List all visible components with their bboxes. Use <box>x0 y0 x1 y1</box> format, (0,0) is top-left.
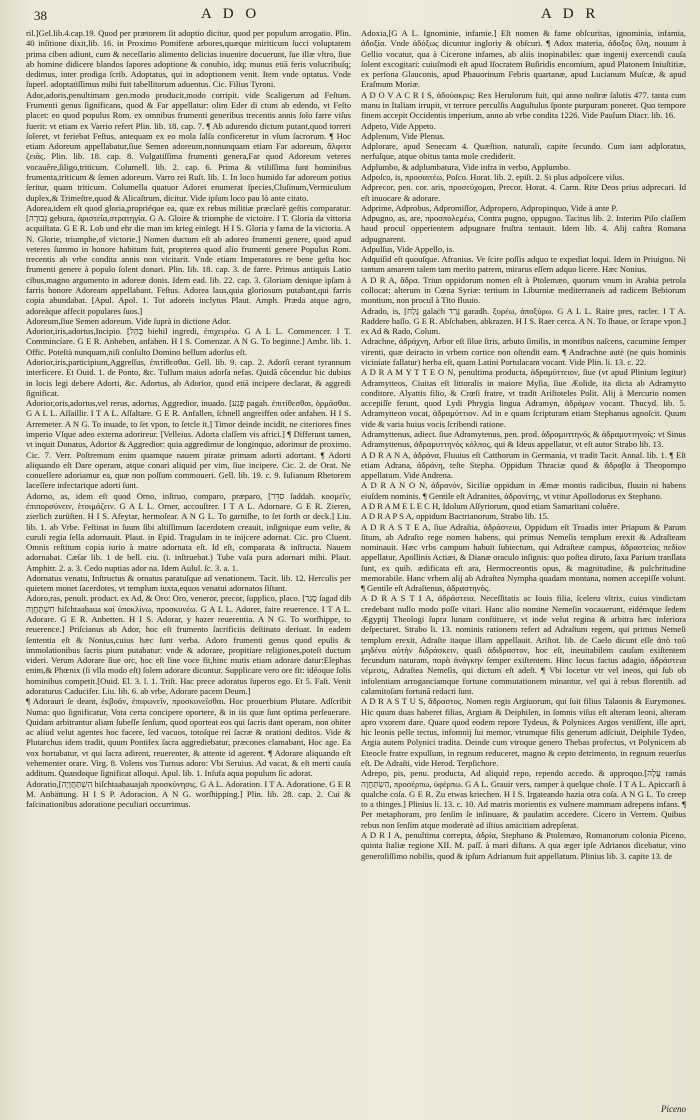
dictionary-entry: Adpugno, as, are, προσπολεμέω, Contra pugno, oppugno. Tacitus lib. 2. Interim Piſo claſſem haud procul opperientem adpugnare fruſtra tentauit. Idem lib. 4. Alij caſtra Romana adpugnarent. <box>361 213 686 244</box>
dictionary-entry: A D R A, ἄδρα. Triun oppidorum nomen eſt à Ptolemæo, quorum vnum in Arabia petrola collocat: alterum in Cœna Syriæ: tertium in Liburniæ mediterraneis ad radicem Bebiorum montium, non procul à Tito fluuio. <box>361 274 686 306</box>
dictionary-entry: A D R A S T E A, ſiue Adraſtia, ἀδράστεια, Oppidum eſt Troadis inter Priapum & Parum ſitum, ab Adraſto rege nomen habens, qui primus Nemeſis templum erexit & Adraſteam nominauit. Hæc vrbs campum habuit ſubiectum, qui Adraſteæ campus, ἀδραστείας πεδίον appellatur, Apollinis Actiæi, & Dianæ oraculo inſignis: quo poſtea diruto, ſaxa Parium tranſlata ſunt, ex quib. ædificata eſt ara, Hermocreontis opus, & magnitudine, & pulchritudine memorabile. Hanc vrbem alij ab Adraſtea Nympha quadam montana, nomen accepiſſe volunt. ¶ Gentile eſt Adraſtenus, ἀδραστηνός. <box>361 521 686 594</box>
dictionary-entry: Adorior,iris,participium,Aggreſſus, ἐπιτίθεσθαι. Gell. lib. 9. cap. 2. Adorſi cerant tyrannum interficere. Et Ouid. 1. de Ponto, &c. Tullum maius adorſa nefas. Quidā cõcenduc hic dubius in locis legi debere Adorti, &c. Adortus, ab Adorior, quod etiā incipere declarat, & aggredi ſignificat. <box>26 357 351 398</box>
dictionary-entry: A D R I A, penultima correpta, ἀδρία, Stephano & Ptolemæo, Romanorum colonia Piceno, quinta Italiæ regione XII. M. paſſ. à mari diſtans. A qua æger ipſe Adrianos dicebatur, vino generoſiſſimo nobilis, quod & ipſum Adrianum fuit appellatum. Plinius lib. 3. capite 13. de <box>361 829 686 861</box>
dictionary-entry: Adoro,ras, penult. product. ex Ad, & Oro: Oro, veneror, precor, ſupplico, placo. [סָגַד ſagad dib חִשְׁתַּחֲוָה hiſchtaaḥaua καὶ ὑποκλίνω, προσκυνέω. G A L L. Adorer, faire reuerence. I T A L. Adorare. G E R. Anbetten. H I S. Adorar, y hazer reuerentia. A N G. To worſhippe, to reuerence.] Priſcianus ab Ador, hoc eſt frumento ſacrificiis deſtinato deriuat. In eadem ſententia eſt & Nonius,cuius hæc ſunt verba. Adoro frumenti genus quod epulis & immolationibus ſacris pium putabatur: vnde & adorare, propitiare religiones,poteſt ductum videri. Verum Adorare ſiue orc, hoc eſt ſine voce fit,hinc mutis etiam adorare datur:Elephas enim,& Phœnix (ſi vlla modo eſt) ſolem adorare dicuntur. Supplicare vero ore fit: idéoque ſolis hominibus competit.[Ouid. El. 3. l. 1. Triſt. Hac prece adoratus ſuperos ego. Et 5. Faſt. Venit adoraturus Caducifer. Liu. lib. 6. ab vrbe, Adorare pacem Deum.] <box>26 593 351 696</box>
dictionary-entry: Adornatus venatu, Inſtructus & ornatus paratuſque ad venationem. Tacit. lib. 12. Herculis per quietem monet ſacerdotes, vt templum iuxta,equos venatui adornatos ſiſtant. <box>26 572 351 594</box>
dictionary-entry: Adpeto, Vide Appeto. <box>361 120 436 131</box>
dictionary-entry: Adoratio,[הִשְׁתַּחֲוָיָה hiſchtaaḥauajah προσκύνησις. G A L. Adoration. I T A. Adoratione. G E R M. Anbättung. H I S P. Adoracion. A N G. worſhipping.] Plin. lib. 28. cap. 2. Cui & faſcinationibus adoratione peculiari occurrimus. <box>26 778 351 810</box>
dictionary-entry: Adplenum, Vide Plenus. <box>361 130 445 141</box>
running-head-right: A D R <box>541 6 600 22</box>
dictionary-entry: A D R A N O N, ἀδρανόν, Siciliæ oppidum in Æmæ montis radicibus, fluuin ni habens eiuſdem nominis. ¶ Gentile eſt Adranites, ἀδρανίτης, vt vtitur Apollodorus ex Stephano. <box>361 480 686 501</box>
dictionary-entry: Adprime, Adprobus, Adpromiſſor, Adpropero, Adpropinquo, Vide à ante P. <box>361 202 618 213</box>
dictionary-entry: Adprecor, pen. cor. aris, προσεύχομαι, Precor. Horat. 4. Carm. Rite Deos prius adprecari. Id eſt inuocare & adorare. <box>361 182 686 203</box>
page-number: 38 <box>34 8 47 23</box>
running-head <box>26 6 686 28</box>
dictionary-entry: Adquiſid eſt quouſque. Afranius. Ve ſcire poſſis adquo te expediat loqui. Idem in Priuigno. Ni tantum amarem talem tam merito patrem, mirarus eſſem adquo licere. Hæc Nonius. <box>361 254 686 275</box>
dictionary-entry: Adorea,idem eſt quod gloria,propriéque ea, quæ ex rebus militiæ præclarè geſtis comparatur. [גְּבוּרָה gebura, ἀριστεῖα,στρατηγία. G A. Gloire & triomphe de victoire. I T. Gloria da vittoria acquiſtata. G E R. Lob und ehr die man im krieg einlegt. H I S. Gloria y fama de la victoria. A N. Glorie, triumphe,of victorie.] Nomen ductum eſt ab adoreo frumenti genere, quod apud veteres ſummo in honore habitum fuit, propterea quod alio frumenti genere Populus Rom. trecentis ab vrbe condita annis non vicitarit. Vnde etiam Imperatores re bene geſta hoc frumenti genere à populo ſolent donari. Plin. lib. 18. cap. 3. de farre. Primus antiquis Latio cibus,magno argumento in adoreæ donis. Idem ead. lib. 22. cap. 3. Gloriam denique ipſam à farris honore Adoream appellabant. Feſtus. Adorea laus,quia gloriosum putabant,qui farris copia abundabat. [Apul. Apol. 1. Tot adoreis inclytus Plaut. Amph. Præda atque agro, adoreàque affecit populares ſuos.] <box>26 202 351 316</box>
right-column <box>361 28 686 1112</box>
dictionary-entry: Adrachne, ἀδράχνη, Arbor eſt ſilue ſtris, arbuto ſimilis, in montibus naſcens, cacumine ſemper virenti, quæ deiracto in vrbem cortice non oſtendit eam. ¶ Andrachne autè (ne quis hominis viciniate fallatur) herba eſt, quam Latini Portulacam vocant. Vide Plin. li. 13. c. 22. <box>361 336 686 367</box>
catchword: Piceno <box>661 1104 686 1114</box>
dictionary-entry: Adrado, is, [גָּלַח galaċh גָּרַד garadh. ξυρέω, ἀποξύρω. G A L L. Raire pres, racler. I T A. Raddere baſſo. G E R. Abſchaben, abkrazen. H I S. Raer cerca. A N. To ſhaue, or ſcrape vpon.] ex Ad & Rado, Colum. <box>361 305 686 337</box>
dictionary-entry: Adplorare, apud Senecam 4. Quæſtion. naturali, capite ſecundo. Cum iam adploratus, nerfuſque, atque obitus tanta mole crediderit. <box>361 141 686 162</box>
running-head-left: A D O <box>201 6 261 22</box>
dictionary-entry: Adramyttenus, adiect. ſiue Adramytenus, pen. prod. ἀδραμυττηνός & ἀδραμυττηνοῖς: vt Sinus Adramyttenus, ἀδραμυττηνὸς κόλπος, qui & Ideus appellatur, vt eſt autor Strabo lib. 13. <box>361 428 686 450</box>
left-column <box>26 28 351 1112</box>
text-columns <box>26 28 686 1112</box>
dictionary-entry: ¶ Adorauri ſe deant, ἐκβοᾶν, ἐπιφωνεῖν, προσκυνεῖσθαι. Hoc prouerbium Plutare. Adſcribit Numa: quo ſignificatur, Vota certa concipere oportere, & in iis quæ ſunt optima perſeuerare. Quidam arbitrantur aliam ſubeſſe ſenſum, quod oporteat eos qui ſacris dant operam, non obiter ac aliud velut agentes hoc facere, ſed vacuos, totoſque rei ſacræ & orationi deditos. Vide & Plutarchus idem tradit, quum Pontifex ſacra aggrediebatur, præcones clamabant, Hoc age. Ea vox hortabatur, vt qui ſacra adirent, reuerenter, & attente id agerent. ¶ Adorare aliquando eſt vehementer orare. Virg. 8. Volens vos Turnus adoro: Vbi Seruius. Ad vacat, & eſt merti cauſa additum. Quandoque ſignificat alloqui. Apul. lib. 1. Inſufa aqua populum ſic adorat. <box>26 696 351 779</box>
dictionary-entry: A D O V A C R I S, ἀδούακρις: Rex Herulorum fuit, qui anno noſtræ ſalutis 477. tanta cum manu in Italiam irrupit, vt terrore perculſis Auguſtulus ſponte purpuram poneret. Quo tempore finem accepit Occidentis imperium, anno ab vrbe condita 1226. Vide Paulum Diacr. lib. 16. <box>361 89 686 121</box>
dictionary-entry: A D R A N A, ἀδράνα, Fluuius eſt Catthorum in Germania, vt tradit Tacit. Annal. lib. 1. ¶ Eſt etiam Adrana, ἀδράνη, teſte Stepha. Oppidum Thraciæ quod & ἄδραβα à Theopompo appellatum. Vide Andrena. <box>361 449 686 481</box>
dictionary-entry: Adplumbo, & adplumbatura, Vide infra in verbo, Applumbo. <box>361 161 571 172</box>
dictionary-entry: A D R A S T U S, ἄδραστος. Nomen regis Argiuorum, qui ſuit filius Talaonis & Eurymones. Hic quum duas haberet filias, Argiam & Deiphilen, in ſomnis viſus eſt alteram leoni, alteram apro vxorem dare. Quare quod eodem repore Tydeus, & Polynices Argos veniſſent, ille apri, hic leonis pelle tectus, infomnij ſui memor, vtrumque filis generum adſciuit, Deiphile Tydeo, Argia autem Polynici tradita. Deinde cum vtroque genero Thebas profectus, vt Polynicem ab Eteocle fratre expulſum, in regnum reduceret, magno & cepto detrimento, in regnum reuerſus eſt. De Adraſti, vide Herod. Terpſichore. <box>361 696 686 768</box>
dictionary-entry: Adpulſus, Vide Appello, is. <box>361 243 455 254</box>
dictionary-entry: Ador,adoris,penultimam gen.modo producit,modo corripit. vide Scaligerum ad Feſtum. Frumenti genus ſignificans, quod & Far appellatur: olim Eder di ctum ab edendo, vt Feſto placet: eo quod populus Rom. ex omnibus frumenti generibus trecentis annis ſolo farre viſus fuerit: vt etiam ex Varrio refert Plin. lib. 18. cap. 7. ¶ Ab adurendo dictum putant,quod torreri ſoleret, vt feriebat Feſtus, antequam ex eo mola ſalſa conficeretur in vſum ſacrorum. ¶ Hoc etiam Adoreum appellabatur,ſiue Semen adoreum,nonnunquam etiam Far adoreum, ἄλφιτα ζειᾶς. Plin. lib. 18. cap. 8. Vulgatiſſima frumenti genera,Far quod Adoreum veteres vocauêre,ſiligo,triticum. Columell. lib. 2. cap. 6. Prima & vtiliſſima ſunt hominibus frumenta,triticum & ſemen adoreum. Varro rei Ruſt. lib. 1. In loco humido far adoreum potius ſeritur, quam triticum. Columella quatuor Adorei enumerat ſpecies,Cluſinum,Vermiculum duplex,& Trimeſtre,quod & Alicaſtrum, dicitur. Vide ipſum loco pau lò ante citato. <box>26 89 351 203</box>
dictionary-entry: A D R A M E L E C H, Idolum Aſſyriorum, quod etiam Samaritani coluêre. <box>361 500 620 511</box>
dictionary-entry: A D R A P S A, oppidum Bactrianorum, Strabo lib. 15. <box>361 511 550 522</box>
dictionary-entry: Adoreum,ſiue Semen adoreum. Vide ſuprà in dictione Ador. <box>26 315 232 326</box>
dictionary-entry: A D R A S T I A, ἀδράστεια. Neceſſitatis ac Iouis filia, ſceleru vltrix, cuius vindictam credebant nullo modo poſſe vitari. Hanc alio nomine Nemeſin vocauerunt, eidémque ſedem Ægyptij Theologi ſupra lunam conſtituere, vt inde velut regina & arbitra hæc inferiora deſpectaret. Strabo li. 13. nominis rationem refert ad Adraſtum regem, qui primus Nemeſi templum erexit, Adraſte itaque illam appellauit. Ariſtot. lib. de Caelo dicunt eſſe ἀπὸ τοῦ μηδένα αὐτὴν διδράσκειν, quaſi ἀδιδραστον, hoc eſt, ineuitabilem cauſam exiſtentem fecundum naturam, παρὰ ἀνάγκην ſemper exiſtentem. Hinc locus factus adagio, ἀδράστεια νέμεσις, Adraſtea Nemeſis, qui dictum eſt adeſt. ¶ Vbi locetur vtr vel ineos, qui ſub ob infolentiam arroganciamque fortune commutationem minantur, vel qui à rebus florentib. ad calamitoſam fortunā redacti ſunt. <box>361 593 686 696</box>
dictionary-entry: Adpoſco, is, προσαιτέω, Poſco. Horat. lib. 2. epiſt. 2. Si plus adpoſcere viſus. <box>361 171 625 182</box>
dictionary-entry: Adorior,oris,adortus,vel rerus, adortus, Aggredior, inuado. [פָּגַע pagah. ἐπιτίθεσθαι, ὁρμᾶσθαι. G A L L. Aſſaillir. I T A L. Aſſaltare. G E R. Anfallen, ſchnell angreiffen oder anfahen. H I S. Arremeter. A N G. To inuade, to ſet vpon, to ſetcle it.] Timor deinde incidit, ne citeriores fines imperio Vſque adeo externa adorireur. [Velleius. Adorta claſſem vis africi.] ¶ Differunt tamen, vt inquit Donatus, Adorior & Aggredior: quia aggredimur de longinquo, adorimur de proximo. Cic. 7. Verr. Poſtremum enim quamque nauem piratæ primam adorti adortant. ¶ Adorti aliquando eſt Dare operam, atque conari aliquid per vim, ſiue incipere. Cic. 2. de Orat. Ne conuellere adoriamur ea, quæ non poſſum commoueri. Gell. lib. 19. c. 9. Iulianum Rhetorem laceſſere infectarique adorti ſunt. <box>26 398 351 491</box>
dictionary-entry: ril.]Gel.lib.4.cap.19. Quod per prætorem ſit adoptio dicitur, quod per populum arrogatio. Plin. 40 inſitione dixit,lib. 16. in Proximo Pomiferæ arbores,quæque miriticum ſucci voluptatem prima ciben adiunt, cum & neceſſario alimento delicias inuenire docuerunt, ſue illæ vltro, ſiue ab homine didicere blandos ſapores adoptione & conubio, idq; munus etiā feris volucribuſq; dedimus, inter prodiga ſcrib. Adoptatus, qui in adoptionem venit. Item vnde optatus. Vnde ſuperl. adoptatiſſimus mihi fuit tabellitorum aduentus. Cic. Filius Tyroni. <box>26 28 351 90</box>
dictionary-entry: Adorior,iris,adortus,Incipio. [בָּהַל biehil ingredi, ἐπιχειρέω. G A L L. Commencer. I T. Commincíare. G E R. Anheben, anfahen. H I S. Comenzar. A N G. To beginne.] Ambr. lib. 1. Offic. Poteſtà nunquam,niſi conſulto Domino bellum adorſus eſt. <box>26 326 351 357</box>
dictionary-entry: A D R A M Y T T E O N, penultima producta, ἀδραμύττειον, ſiue (vt apud Plinium legitur) Adramytteos, Ciuitas eſt littoralis in maiore Myſia, ſiue Æolide, ita dicta ab Adramytto conditore. Alyattis filio, & Crœſi fratre, vt tradit Ariſtoteles Polit. Alij à Mercurio nomen accepiſſe ferunt, quod Lydi Phrygia lingua Adramyn, ἀδράμυν vocant. Thucyd. lib. 5. Adramytteon vocat, ἀδραμύττιον. Ad in e quam ſcripturam etiam Stephanus agnoſcit. Quum vide & varia huius vocis ſcribendi ratione. <box>361 367 686 429</box>
dictionary-entry: Adorno, as, idem eſt quod Orno, inſtruo, comparo, præparo, [סִדֵּר ſaddah. κοσμεῖν, ἐπιπορσύνειν, ἑτοιμάζειν. G A L L. Orner, accouſtrer. I T A L. Adornare. G E R. Zieren, zierlich zurüſten. H I S. Afeytar, hermoſear. A N G L. To garniſhe, to ſet forth or deck.] Liu. lib. 1. ab Vrbe. Feſtinat in ſuum ſibi altiſſimum ſacerdotem creauit, inſignique eum veſte, & curuli regia ſella adornauit. Plaut. in Epid. Tragulam in te inijcere adornat. Cic. pro Cluent. Omnis reſtitum copia iurio à matre adornata eſt. Id eſt, comparata & inſtructa. Nauem adornabat. Cæſar lib. 1 de bell. ciu. (i. inſtruebat.) Tube vaſa pura adornari mihi. Plaut. Amphitr. 2. a. 3. Cedo nuptias ador na. Idem Aulul. ſc. 3. a. 1. <box>26 490 351 573</box>
dictionary-entry: Adrepo, pis, penu. producta, Ad aliquid repo, rependo accedo. & approquo.[עָלָה ramás הַשְׂתַּחֲוָה, προσέρπω, ὑφέρπω. G A L. Grauir vers, ramper à quelque choſe. I T A L. Apiccarſi à qualche coſa. G E R. Zu etwas kriechen. H I S. Irgateando hazia otra coſa. A N G L. To creep to a thinges.] Plinius li. 13. c. 10. Ad matris morientis ex vulnere mammam adrepens infans. ¶ Per metaphoram, pro ſenſim ſe inſinuare, & paulatim accedere. Cicero in Verrem. Quibus rebus non ſenſim atque moderatè ad iſtius amicitiam adrepſerat. <box>361 768 686 830</box>
dictionary-entry: Adoxia,[G A L. Ignominie, infamie.] Eſt nomen & fame obſcuritas, ignominia, infamia, ἀδοξία. Vnde ἀδόξως dicuntur ingloriy & obſcuri. ¶ Adox materia, ἀδοξος ὕλη, nouum à Gellio vocatur, qua à Cicerone infames, ab aliis inopinabiles: quæ ingenij exercendi cauſa ſolent excogitari: cuiuſmodi eſt apud Iſocratem Buſiridis encomium, apud Platonem Iniuſtitiæ, ex perſona Glauconis, apud Phauorinum Febris quartanæ, apud Lucianum Muſcæ, & apud Eraſmum Moriæ. <box>361 28 686 90</box>
